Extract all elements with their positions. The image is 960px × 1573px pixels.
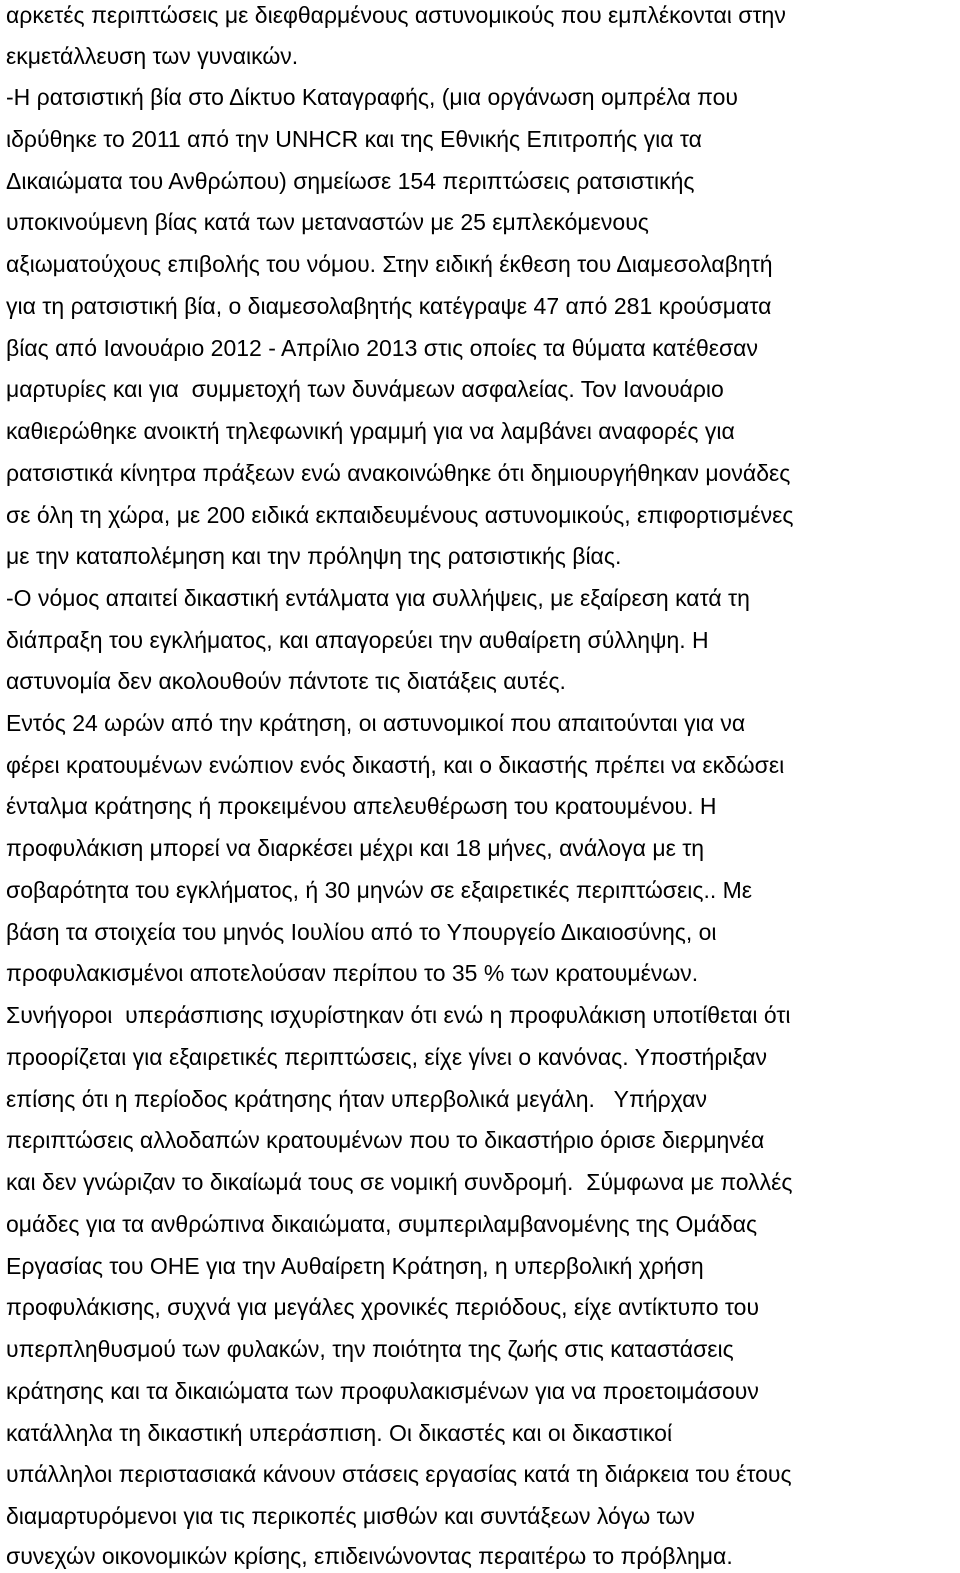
- text-line: συνεχών οικονομικών κρίσης, επιδεινώνοντας περαιτέρω το πρόβλημα.: [6, 1543, 733, 1569]
- text-line: αστυνομία δεν ακολουθούν πάντοτε τις διατάξεις αυτές.: [6, 668, 566, 694]
- text-line: υποκινούμενη βίας κατά των μεταναστών με 25 εμπλεκόμενους: [6, 209, 649, 235]
- text-line: για τη ρατσιστική βία, ο διαμεσολαβητής κατέγραψε 47 από 281 κρούσματα: [6, 293, 772, 319]
- text-line: διαμαρτυρόμενοι για τις περικοπές μισθών και συντάξεων λόγω των: [6, 1503, 695, 1529]
- text-line: υπερπληθυσμού των φυλακών, την ποιότητα της ζωής στις καταστάσεις: [6, 1336, 734, 1362]
- text-line: φέρει κρατουμένων ενώπιον ενός δικαστή, και ο δικαστής πρέπει να εκδώσει: [6, 752, 785, 778]
- text-line: διάπραξη του εγκλήματος, και απαγορεύει την αυθαίρετη σύλληψη. Η: [6, 627, 709, 653]
- text-line: Εντός 24 ωρών από την κράτηση, οι αστυνομικοί που απαιτούνται για να: [6, 710, 746, 736]
- text-line: Εργασίας του ΟΗΕ για την Αυθαίρετη Κράτηση, η υπερβολική χρήση: [6, 1253, 704, 1279]
- text-line: εκμετάλλευση των γυναικών.: [6, 43, 299, 69]
- text-line: ιδρύθηκε το 2011 από την UNHCR και της Εθνικής Επιτροπής για τα: [6, 126, 702, 152]
- text-line: -Ο νόμος απαιτεί δικαστική εντάλματα για συλλήψεις, με εξαίρεση κατά τη: [6, 585, 750, 611]
- text-line: με την καταπολέμηση και την πρόληψη της ρατσιστικής βίας.: [6, 543, 622, 569]
- text-line: και δεν γνώριζαν το δικαίωμά τους σε νομική συνδρομή. Σύμφωνα με πολλές: [6, 1169, 793, 1195]
- text-line: αξιωματούχους επιβολής του νόμου. Στην ειδική έκθεση του Διαμεσολαβητή: [6, 251, 773, 277]
- text-line: αρκετές περιπτώσεις με διεφθαρμένους αστυνομικούς που εμπλέκονται στην: [6, 2, 786, 28]
- text-line: ομάδες για τα ανθρώπινα δικαιώματα, συμπεριλαμβανομένης της Ομάδας: [6, 1211, 758, 1237]
- text-line: καθιερώθηκε ανοικτή τηλεφωνική γραμμή για να λαμβάνει αναφορές για: [6, 418, 735, 444]
- text-line: βάση τα στοιχεία του μηνός Ιουλίου από το Υπουργείο Δικαιοσύνης, οι: [6, 919, 717, 945]
- text-line: προφυλακισμένοι αποτελούσαν περίπου το 35 % των κρατουμένων.: [6, 960, 699, 986]
- text-line: Συνήγοροι υπεράσπισης ισχυρίστηκαν ότι ενώ η προφυλάκιση υποτίθεται ότι: [6, 1002, 791, 1028]
- text-line: υπάλληλοι περιστασιακά κάνουν στάσεις εργασίας κατά τη διάρκεια του έτους: [6, 1461, 792, 1487]
- text-line: επίσης ότι η περίοδος κράτησης ήταν υπερβολικά μεγάλη. Υπήρχαν: [6, 1086, 708, 1112]
- text-line: βίας από Ιανουάριο 2012 - Απρίλιο 2013 στις οποίες τα θύματα κατέθεσαν: [6, 335, 758, 361]
- text-line: σοβαρότητα του εγκλήματος, ή 30 μηνών σε εξαιρετικές περιπτώσεις.. Με: [6, 877, 753, 903]
- text-line: ένταλμα κράτησης ή προκειμένου απελευθέρωση του κρατουμένου. Η: [6, 793, 717, 819]
- text-line: κατάλληλα τη δικαστική υπεράσπιση. Οι δικαστές και οι δικαστικοί: [6, 1420, 673, 1446]
- text-line: μαρτυρίες και για συμμετοχή των δυνάμεων ασφαλείας. Τον Ιανουάριο: [6, 376, 724, 402]
- text-line: προφυλάκιση μπορεί να διαρκέσει μέχρι και 18 μήνες, ανάλογα με τη: [6, 835, 705, 861]
- text-line: προφυλάκισης, συχνά για μεγάλες χρονικές περιόδους, είχε αντίκτυπο του: [6, 1294, 760, 1320]
- text-line: περιπτώσεις αλλοδαπών κρατουμένων που το δικαστήριο όρισε διερμηνέα: [6, 1127, 765, 1153]
- text-line: σε όλη τη χώρα, με 200 ειδικά εκπαιδευμένους αστυνομικούς, επιφορτισμένες: [6, 502, 794, 528]
- text-line: προορίζεται για εξαιρετικές περιπτώσεις, είχε γίνει ο κανόνας. Υποστήριξαν: [6, 1044, 767, 1070]
- text-line: Δικαιώματα του Ανθρώπου) σημείωσε 154 περιπτώσεις ρατσιστικής: [6, 168, 695, 194]
- text-line: κράτησης και τα δικαιώματα των προφυλακισμένων για να προετοιμάσουν: [6, 1378, 759, 1404]
- text-line: ρατσιστικά κίνητρα πράξεων ενώ ανακοινώθηκε ότι δημιουργήθηκαν μονάδες: [6, 460, 791, 486]
- text-line: -Η ρατσιστική βία στο Δίκτυο Καταγραφής, (μια οργάνωση ομπρέλα που: [6, 84, 738, 110]
